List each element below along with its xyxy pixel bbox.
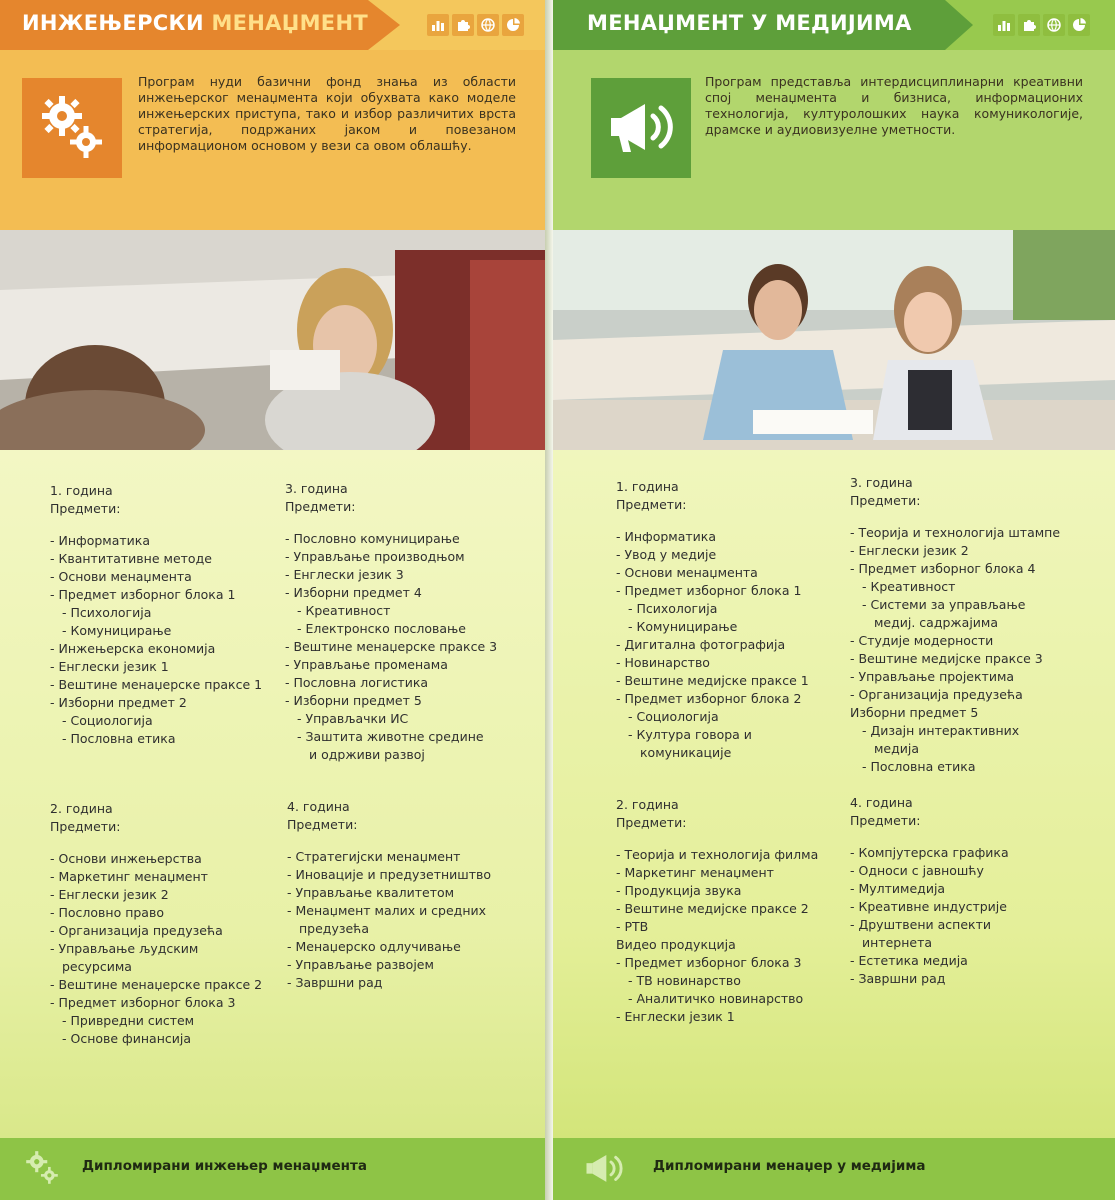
subjects-label: Предмети: — [850, 813, 921, 828]
subject-item: - Вештине менаџерске праксе 1 — [50, 677, 263, 692]
subject-item: - Енглески језик 1 — [50, 659, 169, 674]
subject-item: - Енглески језик 2 — [850, 543, 969, 558]
subjects-label: Предмети: — [850, 493, 921, 508]
subject-item: - Енглески језик 3 — [285, 567, 404, 582]
subjects-label: Предмети: — [616, 497, 687, 512]
subject-item: - Основи инжењерства — [50, 851, 202, 866]
subject-item: - Електронско пословање — [297, 621, 466, 636]
subject-item: - Друштвени аспекти — [850, 917, 991, 932]
subject-item: - Креативност — [297, 603, 391, 618]
subjects-label: Предмети: — [616, 815, 687, 830]
subject-item: - Вештине медијске праксе 1 — [616, 673, 809, 688]
megaphone-icon — [591, 78, 691, 178]
subject-item: - Основи менаџмента — [616, 565, 758, 580]
subject-item: Изборни предмет 5 — [850, 705, 979, 720]
pie-icon — [502, 14, 524, 36]
subject-item: - Пословна етика — [862, 759, 976, 774]
right-year-4 — [850, 794, 1009, 988]
subject-list — [287, 848, 491, 992]
right-panel-title: МЕНАЏМЕНТ У МЕДИЈИМА — [587, 11, 912, 35]
subject-item: - Енглески језик 1 — [616, 1009, 735, 1024]
subject-item: Видео продукција — [616, 937, 736, 952]
left-title-main: ИНЖЕЊЕРСКИ — [22, 11, 204, 35]
subject-item: - Аналитичко новинарство — [628, 991, 804, 1006]
subject-list — [850, 844, 1009, 988]
subject-item: - Управљање променама — [285, 657, 448, 672]
subject-item: - Увод у медије — [616, 547, 717, 562]
year-label: 2. година — [616, 797, 679, 812]
subject-item: - Основе финансија — [62, 1031, 191, 1046]
subject-item: - Управљачки ИС — [297, 711, 409, 726]
subject-list — [50, 850, 262, 1048]
subject-item: - Вештине медијске праксе 2 — [616, 901, 809, 916]
subject-item: - Информатика — [50, 533, 150, 548]
subject-item: - Социологија — [628, 709, 719, 724]
year-label: 4. година — [287, 799, 350, 814]
globe-icon — [477, 14, 499, 36]
megaphone-icon — [583, 1148, 625, 1194]
year-label: 1. година — [616, 479, 679, 494]
subject-item: - Теорија и технологија штампе — [850, 525, 1061, 540]
subject-item: - Вештине менаџерске праксе 2 — [50, 977, 263, 992]
left-panel-title — [22, 11, 368, 35]
subject-item: - Дизајн интерактивних — [862, 723, 1020, 738]
subject-item: - Креативне индустрије — [850, 899, 1007, 914]
right-intro-text: Програм представља интердисциплинарни креативни спој менаџмента и бизниса, информационих технологија, културолошких наука комуникологије, драмске и аудиовизуелне уметности. — [705, 74, 1083, 137]
subject-item: - Управљање развојем — [287, 957, 434, 972]
subject-item: - Системи за управљање — [862, 597, 1026, 612]
gears-icon — [22, 78, 122, 178]
subject-item: - Предмет изборног блока 2 — [616, 691, 802, 706]
brochure-fold — [545, 0, 553, 1200]
right-intro-band — [553, 50, 1115, 230]
subject-item: - Управљање производњом — [285, 549, 465, 564]
subject-item: - Дигитална фотографија — [616, 637, 786, 652]
subject-list — [850, 524, 1060, 776]
globe-icon — [1043, 14, 1065, 36]
subject-list — [285, 530, 497, 764]
subject-item: комуникације — [640, 745, 732, 760]
subject-item: предузећа — [299, 921, 369, 936]
subject-list — [616, 846, 818, 1026]
chart-icon — [427, 14, 449, 36]
subject-item: - Енглески језик 2 — [50, 887, 169, 902]
subject-item: - Управљање квалитетом — [287, 885, 455, 900]
subject-item: - Маркетинг менаџмент — [50, 869, 208, 884]
left-year-3 — [285, 480, 497, 764]
engineering-management-panel — [0, 0, 545, 1200]
subject-item: - Маркетинг менаџмент — [616, 865, 774, 880]
subject-item: - Односи с јавношћу — [850, 863, 984, 878]
subject-item: - Инжењерска економија — [50, 641, 216, 656]
year-label: 1. година — [50, 483, 113, 498]
subject-item: - Пословна етика — [62, 731, 176, 746]
subject-item: - Организација предузећа — [50, 923, 223, 938]
right-header-icons — [993, 14, 1090, 36]
subject-item: - ТВ новинарство — [628, 973, 741, 988]
subject-item: ресурсима — [62, 959, 132, 974]
right-classroom-photo — [553, 230, 1115, 450]
left-header-icons — [427, 14, 524, 36]
subject-item: - Естетика медија — [850, 953, 968, 968]
subject-item: - Пословно право — [50, 905, 164, 920]
subjects-label: Предмети: — [285, 499, 356, 514]
subject-item: - Управљање људским — [50, 941, 199, 956]
subject-item: - Теорија и технологија филма — [616, 847, 819, 862]
right-degree-title: Дипломирани менаџер у медијима — [653, 1158, 926, 1174]
subject-item: - Привредни систем — [62, 1013, 195, 1028]
left-classroom-photo — [0, 230, 545, 450]
subject-item: и одрживи развој — [309, 747, 425, 762]
subject-item: - Изборни предмет 4 — [285, 585, 422, 600]
subject-item: - Изборни предмет 5 — [285, 693, 422, 708]
subject-item: - Управљање пројектима — [850, 669, 1015, 684]
subject-item: - Култура говора и — [628, 727, 752, 742]
year-label: 3. година — [285, 481, 348, 496]
chart-icon — [993, 14, 1015, 36]
right-footer — [553, 1138, 1115, 1200]
subject-item: - Заштита животне средине — [297, 729, 484, 744]
left-intro-band — [0, 50, 545, 230]
media-management-panel — [553, 0, 1115, 1200]
subject-item: - Мултимедија — [850, 881, 946, 896]
subject-item: - Пословна логистика — [285, 675, 429, 690]
subject-item: - Вештине менаџерске праксе 3 — [285, 639, 498, 654]
subject-item: - Изборни предмет 2 — [50, 695, 187, 710]
gears-icon — [22, 1148, 62, 1192]
subject-item: - РТВ — [616, 919, 649, 934]
subject-item: - Комуницирање — [62, 623, 172, 638]
right-year-3 — [850, 474, 1060, 776]
year-label: 3. година — [850, 475, 913, 490]
subjects-label: Предмети: — [50, 819, 121, 834]
right-year-1 — [616, 478, 809, 762]
subject-item: - Вештине медијске праксе 3 — [850, 651, 1043, 666]
subject-item: - Предмет изборног блока 3 — [616, 955, 802, 970]
pie-icon — [1068, 14, 1090, 36]
subject-item: - Новинарство — [616, 655, 710, 670]
left-footer — [0, 1138, 545, 1200]
subject-item: - Психологија — [62, 605, 152, 620]
left-intro-text: Програм нуди базични фонд знања из области инжењерског менаџмента који обухвата како моделе инжењерских приступа, тако и избор различитих врста стратегија, подржаних јаком и повезаном информационом основом у вези са овом облашћу. — [138, 74, 516, 153]
subject-item: - Завршни рад — [287, 975, 383, 990]
subject-item: - Пословно комуницирање — [285, 531, 460, 546]
subject-item: медија — [874, 741, 920, 756]
left-year-4 — [287, 798, 491, 992]
subject-item: - Креативност — [862, 579, 956, 594]
subject-item: - Завршни рад — [850, 971, 946, 986]
subject-item: - Стратегијски менаџмент — [287, 849, 461, 864]
year-label: 4. година — [850, 795, 913, 810]
left-title-accent: МЕНАЏМЕНТ — [211, 11, 368, 35]
subject-item: - Социологија — [62, 713, 153, 728]
puzzle-icon — [1018, 14, 1040, 36]
subject-item: медиј. садржајима — [874, 615, 999, 630]
subject-list — [616, 528, 809, 762]
subject-item: - Комуницирање — [628, 619, 738, 634]
subject-item: - Иновације и предузетништво — [287, 867, 492, 882]
subject-item: - Компјутерска графика — [850, 845, 1009, 860]
subject-item: - Основи менаџмента — [50, 569, 192, 584]
year-label: 2. година — [50, 801, 113, 816]
subject-item: - Квантитативне методе — [50, 551, 212, 566]
subject-item: - Студије модерности — [850, 633, 994, 648]
left-year-2 — [50, 800, 262, 1048]
subject-item: - Предмет изборног блока 3 — [50, 995, 236, 1010]
subjects-label: Предмети: — [287, 817, 358, 832]
subject-item: - Психологија — [628, 601, 718, 616]
subject-item: интернета — [862, 935, 933, 950]
subject-item: - Предмет изборног блока 4 — [850, 561, 1036, 576]
right-year-2 — [616, 796, 818, 1026]
subject-item: - Предмет изборног блока 1 — [616, 583, 802, 598]
subject-item: - Продукција звука — [616, 883, 742, 898]
subject-item: - Информатика — [616, 529, 716, 544]
left-degree-title: Дипломирани инжењер менаџмента — [82, 1158, 367, 1174]
subject-item: - Предмет изборног блока 1 — [50, 587, 236, 602]
subject-item: - Менаџмент малих и средних — [287, 903, 487, 918]
left-year-1 — [50, 482, 262, 748]
puzzle-icon — [452, 14, 474, 36]
subject-item: - Организација предузећа — [850, 687, 1023, 702]
subjects-label: Предмети: — [50, 501, 121, 516]
subject-list — [50, 532, 262, 748]
subject-item: - Менаџерско одлучивање — [287, 939, 461, 954]
